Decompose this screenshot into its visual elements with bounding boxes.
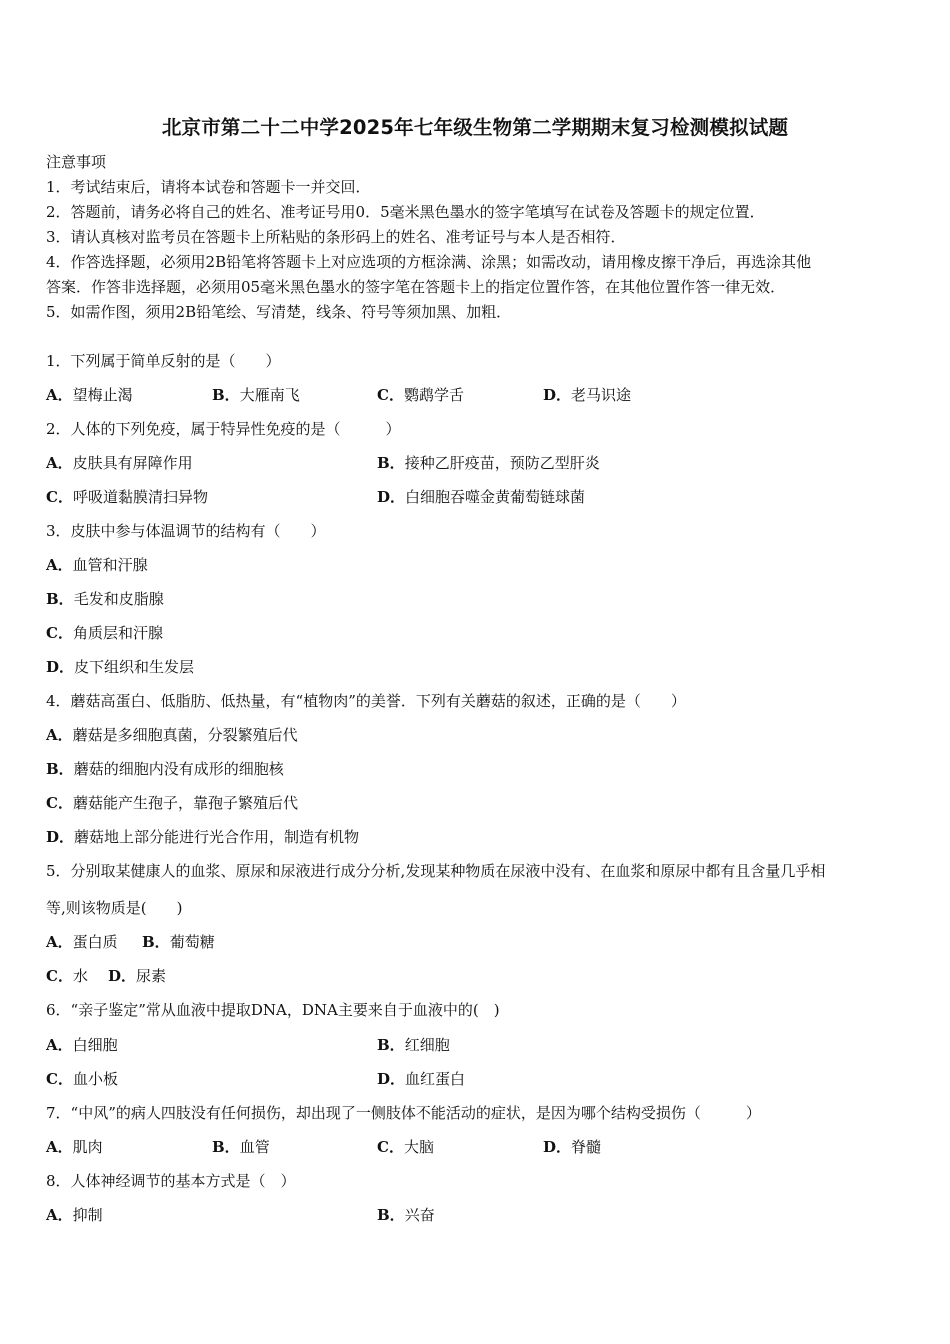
notice-item: 答案．作答非选择题，必须用05毫米黑色墨水的签字笔在答题卡上的指定位置作答，在其他位置作答一律无效． (46, 278, 786, 296)
option: D．白细胞吞噬金黄葡萄链球菌 (377, 488, 586, 506)
notice-item: 2．答题前，请务必将自己的姓名、准考证号用0．5毫米黑色墨水的签字笔填写在试卷及答题卡的规定位置． (46, 203, 765, 221)
question-stem: 4．蘑菇高蛋白、低脂肪、低热量，有“植物肉”的美誉．下列有关蘑菇的叙述，正确的是（ ） (46, 692, 686, 710)
option: A．肌肉 (46, 1138, 103, 1156)
option: D．脊髓 (543, 1138, 602, 1156)
notice-item: 1．考试结束后，请将本试卷和答题卡一并交回． (46, 178, 371, 196)
option: B．红细胞 (377, 1036, 450, 1054)
option: C．血小板 (46, 1070, 118, 1088)
question-stem-continued: 等,则该物质是( ) (46, 899, 183, 917)
option: D．尿素 (108, 967, 167, 985)
option: A．皮肤具有屏障作用 (46, 454, 193, 472)
option: D．血红蛋白 (377, 1070, 466, 1088)
option: A．抑制 (46, 1206, 103, 1224)
notice-heading: 注意事项 (46, 153, 107, 171)
option: D．蘑菇地上部分能进行光合作用，制造有机物 (46, 828, 360, 846)
option: B．葡萄糖 (142, 933, 215, 951)
option: A．望梅止渴 (46, 386, 133, 404)
option: A．白细胞 (46, 1036, 118, 1054)
notice-item: 5．如需作图，须用2B铅笔绘、写清楚，线条、符号等须加黑、加粗． (46, 303, 512, 321)
option: B．蘑菇的细胞内没有成形的细胞核 (46, 760, 284, 778)
option: B．血管 (212, 1138, 270, 1156)
notice-item: 3．请认真核对监考员在答题卡上所粘贴的条形码上的姓名、准考证号与本人是否相符． (46, 228, 626, 246)
option: C．蘑菇能产生孢子，靠孢子繁殖后代 (46, 794, 298, 812)
option: C．鹦鹉学舌 (377, 386, 464, 404)
option: A．蘑菇是多细胞真菌，分裂繁殖后代 (46, 726, 298, 744)
question-stem: 3．皮肤中参与体温调节的结构有（ ） (46, 522, 326, 540)
question-stem: 5．分别取某健康人的血浆、原尿和尿液进行成分分析,发现某种物质在尿液中没有、在血浆和原尿中都有且含量几乎相 (46, 862, 826, 880)
option: C．大脑 (377, 1138, 434, 1156)
option: B．毛发和皮脂腺 (46, 590, 164, 608)
option: B．接种乙肝疫苗，预防乙型肝炎 (377, 454, 600, 472)
question-stem: 8．人体神经调节的基本方式是（ ） (46, 1172, 296, 1190)
page-title: 北京市第二十二中学2025年七年级生物第二学期期末复习检测模拟试题 (161, 116, 789, 139)
option: D．皮下组织和生发层 (46, 658, 195, 676)
notice-item: 4．作答选择题，必须用2B铅笔将答题卡上对应选项的方框涂满、涂黑；如需改动，请用橡皮擦干净后，再选涂其他 (46, 253, 812, 271)
question-stem: 7．“中风”的病人四肢没有任何损伤，却出现了一侧肢体不能活动的症状，是因为哪个结构受损伤（ ） (46, 1104, 761, 1122)
question-stem: 1．下列属于简单反射的是（ ） (46, 352, 281, 370)
option: B．兴奋 (377, 1206, 435, 1224)
option: C．水 (46, 967, 88, 985)
option: A．蛋白质 (46, 933, 118, 951)
question-stem: 6．“亲子鉴定”常从血液中提取DNA，DNA主要来自于血液中的( ) (46, 1001, 500, 1019)
option: B．大雁南飞 (212, 386, 300, 404)
option: C．呼吸道黏膜清扫异物 (46, 488, 208, 506)
option: A．血管和汗腺 (46, 556, 148, 574)
option: D．老马识途 (543, 386, 632, 404)
option: C．角质层和汗腺 (46, 624, 163, 642)
question-stem: 2．人体的下列免疫，属于特异性免疫的是（ ） (46, 420, 401, 438)
